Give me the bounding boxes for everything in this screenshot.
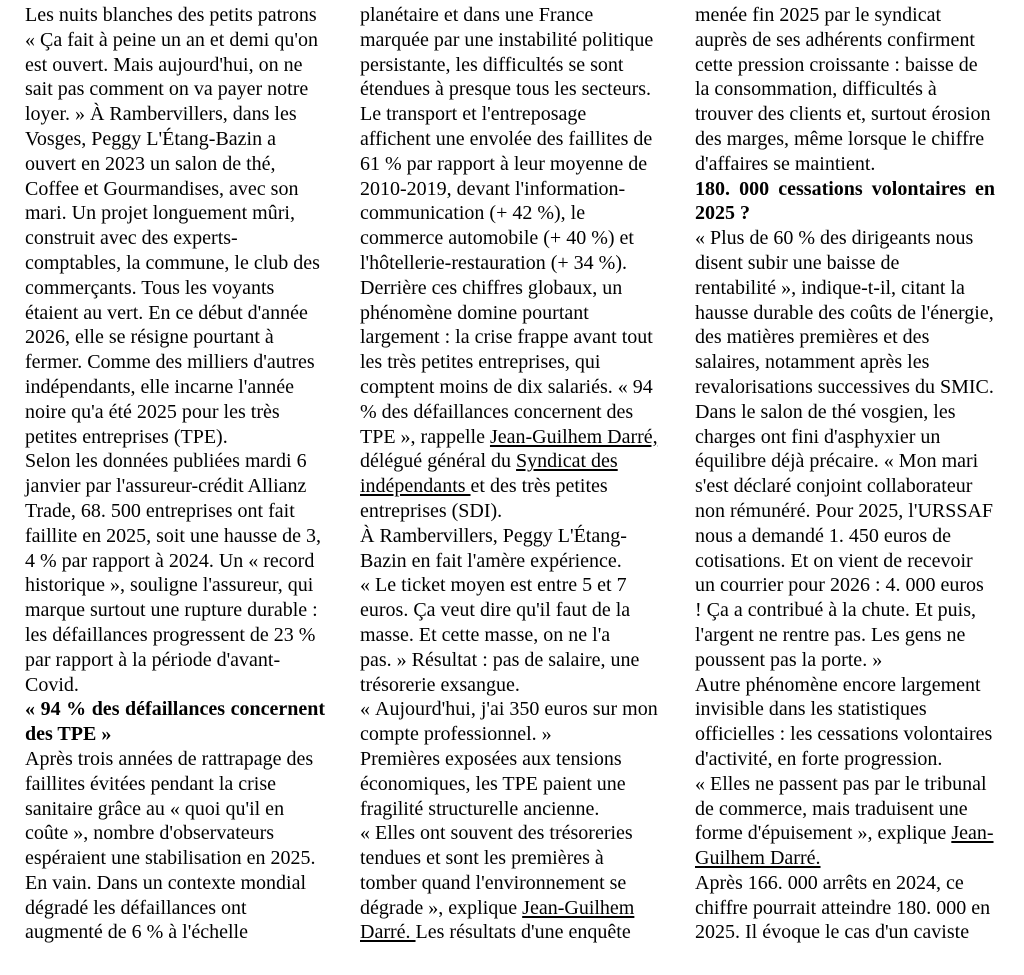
link-jean-guilhem-darre[interactable]: Jean-Guilhem Darré. xyxy=(695,822,994,870)
text-run: « Ça fait à peine un an et demi qu'on est ouvert. Mais aujourd'hui, on ne sait pas comment on va payer notre loyer. » À Rambervillers, dans les Vosges, Peggy L'Étang-Bazin a ouvert en 2023 un salon de thé, Coffee et Gourmandises, avec son mari. Un projet longuement mûri, construit avec des experts-comptables, la commune, le club des commerçants. Tous les voyants étaient au vert. En ce début d'année 2026, elle se résigne pourtant à fermer. Comme des milliers d'autres indépendants, elle incarne l'année noire qu'a été 2025 pour les très petites entreprises (TPE). xyxy=(25,28,320,448)
paragraph xyxy=(695,871,995,945)
paragraph xyxy=(695,673,995,871)
text-column-1 xyxy=(25,3,325,945)
paragraph xyxy=(695,3,995,177)
text-run: « 94 % des défaillances concernent des TPE » xyxy=(25,698,325,746)
text-run: À Rambervillers, Peggy L'Étang-Bazin en fait l'amère expérience. « Le ticket moyen est entre 5 et 7 euros. Ça veut dire qu'il faut de la masse. Et cette masse, on ne l'a pas. » Résultat : pas de salaire, une trésorerie exsangue. xyxy=(360,524,640,696)
text-run: Selon les données publiées mardi 6 janvier par l'assureur-crédit Allianz Trade, 68. 500 entreprises ont fait faillite en 2025, soit une hausse de 3, 4 % par rapport à 2024. Un « record historique », souligne l'assureur, qui marque surtout une rupture durable : les défaillances progressent de 23 % par rapport à la période d'avant-Covid. xyxy=(25,450,322,696)
link-jean-guilhem-darre[interactable]: Jean-Guilhem Darré, xyxy=(489,425,658,448)
paragraph xyxy=(360,524,660,698)
paragraph xyxy=(25,449,325,697)
paragraph xyxy=(695,400,995,673)
paragraph xyxy=(25,28,325,450)
link-jean-guilhem-darre[interactable]: Jean-Guilhem Darré. xyxy=(360,896,635,944)
text-column-2 xyxy=(360,3,660,945)
text-run: Les nuits blanches des petits patrons xyxy=(25,4,317,26)
text-run: « Elles ont souvent des trésoreries tendues et sont les premières à tomber quand l'environnement se dégrade », explique xyxy=(360,822,633,919)
section-heading-cessations-volontaires xyxy=(695,177,995,227)
text-run: 180. 000 cessations volontaires en 2025 ? xyxy=(695,177,995,225)
text-run: Dans le salon de thé vosgien, les charges ont fini d'asphyxier un équilibre déjà précaire. « Mon mari s'est déclaré conjoint collaborateur non rémunéré. Pour 2025, l'URSSAF nous a demandé 1. 450 euros de cotisations. Et on vient de recevoir un courrier pour 2026 : 4. 000 euros ! Ça a contribué à la chute. Et puis, l'argent ne rentre pas. Les gens ne poussent pas la porte. » xyxy=(695,400,994,671)
text-run: Autre phénomène encore largement invisible dans les statistiques officielles : les cessations volontaires d'activité, en forte progression. « Elles ne passent pas par le tribunal de commerce, mais traduisent une forme d'épuisement », explique xyxy=(695,673,993,845)
text-run: Après trois années de rattrapage des faillites évitées pendant la crise sanitaire grâce au « quoi qu'il en coûte », nombre d'observateurs espéraient une stabilisation en 2025. En vain. Dans un contexte mondial dégradé les défaillances ont augmenté de 6 % à l'échelle xyxy=(25,747,316,944)
text-run: Les résultats d'une enquête xyxy=(415,921,631,944)
link-syndicat-des-independants[interactable]: Syndicat des indépendants xyxy=(360,450,618,498)
text-run: Premières exposées aux tensions économiques, les TPE paient une fragilité structurelle ancienne. xyxy=(360,747,626,820)
text-run: délégué général du xyxy=(360,450,517,473)
text-run: et des très petites entreprises (SDI). xyxy=(360,475,608,522)
text-run: planétaire et dans une France marquée par une instabilité politique persistante, les difficultés se sont étendues à presque tous les secteurs. Le transport et l'entreposage affichent une envolée des faillites de 61 % par rapport à leur moyenne de 2010-2019, devant l'information-communication (+ 42 %), le commerce automobile (+ 40 %) et l'hôtellerie-restauration (+ 34 %). xyxy=(360,4,654,274)
paragraph xyxy=(360,821,660,945)
text-run: Après 166. 000 arrêts en 2024, ce chiffre pourrait atteindre 180. 000 en 2025. Il évoque le cas d'un caviste xyxy=(695,871,991,944)
paragraph xyxy=(360,276,660,524)
paragraph xyxy=(695,226,995,400)
text-run: Derrière ces chiffres globaux, un phénomène domine pourtant largement : la crise frappe avant tout les très petites entreprises, qui comptent moins de dix salariés. « 94 % des défaillances concernent des TPE », rappelle xyxy=(360,276,653,448)
article-kicker xyxy=(25,3,325,28)
section-heading-defaillances-tpe xyxy=(25,697,325,747)
paragraph xyxy=(25,747,325,945)
paragraph xyxy=(360,3,660,276)
paragraph xyxy=(360,747,660,821)
text-run: « Plus de 60 % des dirigeants nous disent subir une baisse de rentabilité », indique-t-il, citant la hausse durable des coûts de l'énergie, des matières premières et des salaires, notamment après les revalorisations successives du SMIC. xyxy=(695,227,994,398)
text-run: « Aujourd'hui, j'ai 350 euros sur mon compte professionnel. » xyxy=(360,698,658,746)
paragraph xyxy=(360,697,660,747)
text-column-3 xyxy=(695,3,995,945)
text-run: menée fin 2025 par le syndicat auprès de ses adhérents confirment cette pression croissante : baisse de la consommation, difficultés à trouver des clients et, surtout érosion des marges, même lorsque le chiffre d'affaires se maintient. xyxy=(695,4,991,175)
